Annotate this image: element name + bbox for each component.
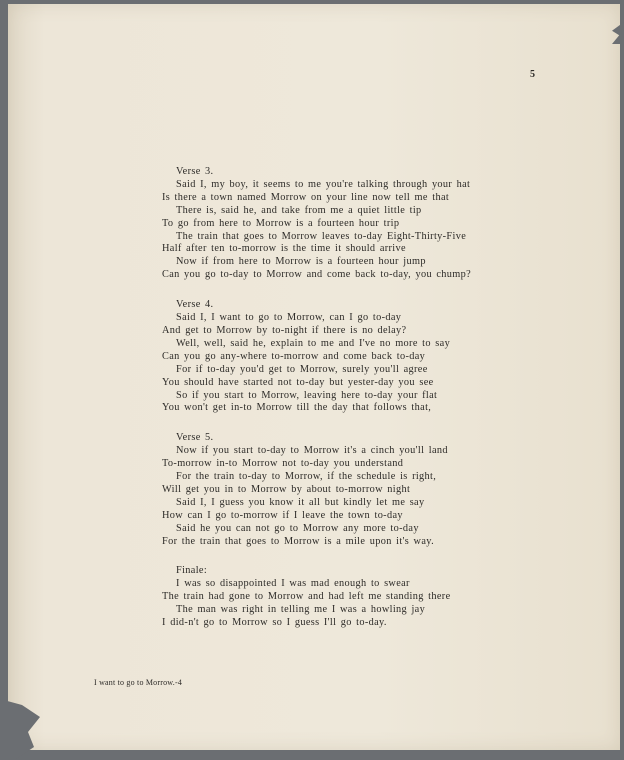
verse-4	[162, 299, 542, 415]
lyric-line: The man was right in telling me I was a howling jay	[176, 604, 426, 616]
verse-3	[162, 166, 542, 282]
lyric-line: Now if from here to Morrow is a fourteen hour jump	[176, 256, 426, 268]
lyric-line: Said I, my boy, it seems to me you're talking through your hat	[176, 178, 471, 190]
lyric-line: Will get you in to Morrow by about to-morrow night	[162, 483, 411, 495]
lyric-line: Said I, I guess you know it all but kindly let me say	[176, 496, 425, 508]
lyric-line: How can I go to-morrow if I leave the town to-day	[162, 509, 403, 521]
lyric-line: The train had gone to Morrow and had left me standing there	[162, 591, 451, 603]
lyric-line: Can you go any-where to-morrow and come back to-day	[162, 350, 426, 362]
lyric-line: Well, well, said he, explain to me and I've no more to say	[176, 337, 451, 349]
lyric-line: Said he you can not go to Morrow any more to-day	[176, 522, 419, 534]
paper-tear	[0, 699, 40, 759]
lyric-line: For the train that goes to Morrow is a mile upon it's way.	[162, 535, 434, 547]
lyric-line: To go from here to Morrow is a fourteen hour trip	[162, 217, 400, 229]
verse-heading: Verse 3.	[176, 166, 214, 177]
verse-heading: Finale:	[176, 565, 208, 577]
footer-caption: I want to go to Morrow.-4	[94, 678, 183, 687]
lyric-line: Can you go to-day to Morrow and come back to-day, you chump?	[162, 269, 472, 281]
lyric-line: I did-n't go to Morrow so I guess I'll go to-day.	[162, 617, 387, 629]
lyric-line: There is, said he, and take from me a quiet little tip	[176, 204, 422, 216]
lyric-line: You should have started not to-day but yester-day you see	[162, 376, 434, 388]
page-number: 5	[530, 69, 535, 80]
lyric-line: Is there a town named Morrow on your line now tell me that	[162, 191, 450, 203]
lyric-line: So if you start to Morrow, leaving here to-day your flat	[176, 389, 438, 401]
lyric-line: I was so disappointed I was mad enough to swear	[176, 578, 410, 590]
lyric-line: For the train to-day to Morrow, if the schedule is right,	[176, 471, 437, 483]
paper-tear	[612, 22, 624, 44]
lyric-line: To-morrow in-to Morrow not to-day you understand	[162, 458, 404, 470]
lyric-line: The train that goes to Morrow leaves to-day Eight-Thirty-Five	[176, 230, 467, 242]
lyric-line: Now if you start to-day to Morrow it's a cinch you'll land	[176, 445, 448, 457]
lyric-line: You won't get in-to Morrow till the day that follows that,	[162, 402, 432, 414]
lyrics-block	[162, 166, 542, 647]
verse-heading: Verse 4.	[176, 299, 214, 311]
lyric-line: Half after ten to-morrow is the time it should arrive	[162, 243, 406, 255]
verse-5	[162, 432, 542, 548]
lyric-line: For if to-day you'd get to Morrow, surely you'll agree	[176, 363, 428, 375]
lyric-line: Said I, I want to go to Morrow, can I go to-day	[176, 312, 402, 324]
lyric-line: And get to Morrow by to-night if there is no delay?	[162, 324, 407, 336]
sheet-music-page	[8, 4, 620, 750]
finale	[162, 565, 542, 630]
verse-heading: Verse 5.	[176, 432, 214, 444]
